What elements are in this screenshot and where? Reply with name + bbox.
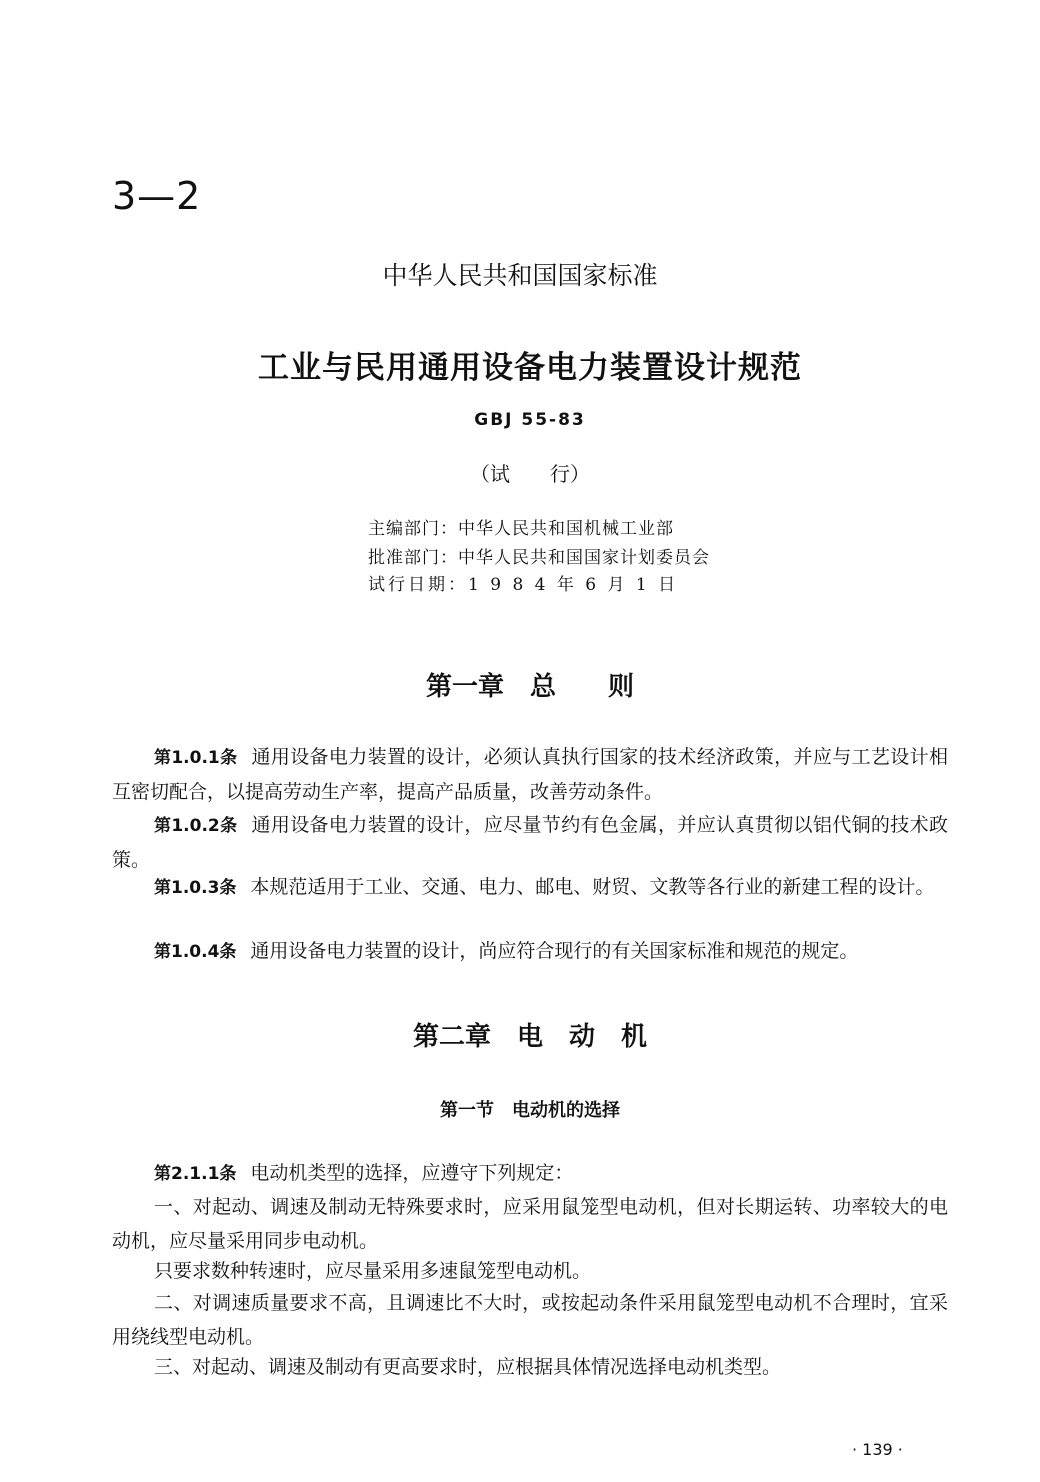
clause-1-0-3 [112,870,948,905]
clause-number: 第2.1.1条 [154,1164,237,1184]
rule-item-1-note: 只要求数种转速时，应尽量采用多速鼠笼型电动机。 [154,1260,592,1282]
section-number: 3—2 [112,174,202,218]
rule-item-3: 三、对起动、调速及制动有更高要求时，应根据具体情况选择电动机类型。 [154,1356,782,1378]
clause-1-0-4 [112,934,948,969]
clause-2-1-1 [112,1156,948,1191]
clause-text: 通用设备电力装置的设计，应尽量节约有色金属，并应认真贯彻以铝代铜的技术政策。 [112,814,948,871]
trial-status: （试 行） [470,462,590,486]
chapter-2-title: 第二章 电 动 机 [412,1022,647,1052]
editor-department: 主编部门：中华人民共和国机械工业部 [368,519,674,539]
effective-date: 试行日期：1 9 8 4 年 6 月 1 日 [368,575,679,595]
clause-1-0-1 [112,740,948,809]
clause-text: 通用设备电力装置的设计，必须认真执行国家的技术经济政策，并应与工艺设计相互密切配合，以提高劳动生产率，提高产品质量，改善劳动条件。 [112,746,948,803]
clause-text: 本规范适用于工业、交通、电力、邮电、财贸、文教等各行业的新建工程的设计。 [250,876,935,898]
rule-item-2: 二、对调速质量要求不高，且调速比不大时，或按起动条件采用鼠笼型电动机不合理时，宜采用绕线型电动机。 [112,1292,948,1348]
clause-text: 通用设备电力装置的设计，尚应符合现行的有关国家标准和规范的规定。 [250,940,859,962]
rule-item-1: 一、对起动、调速及制动无特殊要求时，应采用鼠笼型电动机，但对长期运转、功率较大的电动机，应尽量采用同步电动机。 [112,1196,948,1252]
standard-organization: 中华人民共和国国家标准 [382,261,658,290]
document-title: 工业与民用通用设备电力装置设计规范 [258,350,802,386]
clause-number: 第1.0.1条 [154,748,238,768]
clause-number: 第1.0.4条 [154,942,237,962]
section-1-title: 第一节 电动机的选择 [440,1100,620,1121]
standard-code: GBJ 55-83 [474,410,586,430]
chapter-1-title: 第一章 总 则 [425,672,634,702]
clause-1-0-2 [112,808,948,877]
clause-number: 第1.0.3条 [154,878,237,898]
clause-number: 第1.0.2条 [154,816,238,836]
clause-text: 电动机类型的选择，应遵守下列规定： [250,1162,574,1184]
approving-department: 批准部门：中华人民共和国国家计划委员会 [368,548,710,568]
page-number: · 139 · [852,1440,903,1459]
